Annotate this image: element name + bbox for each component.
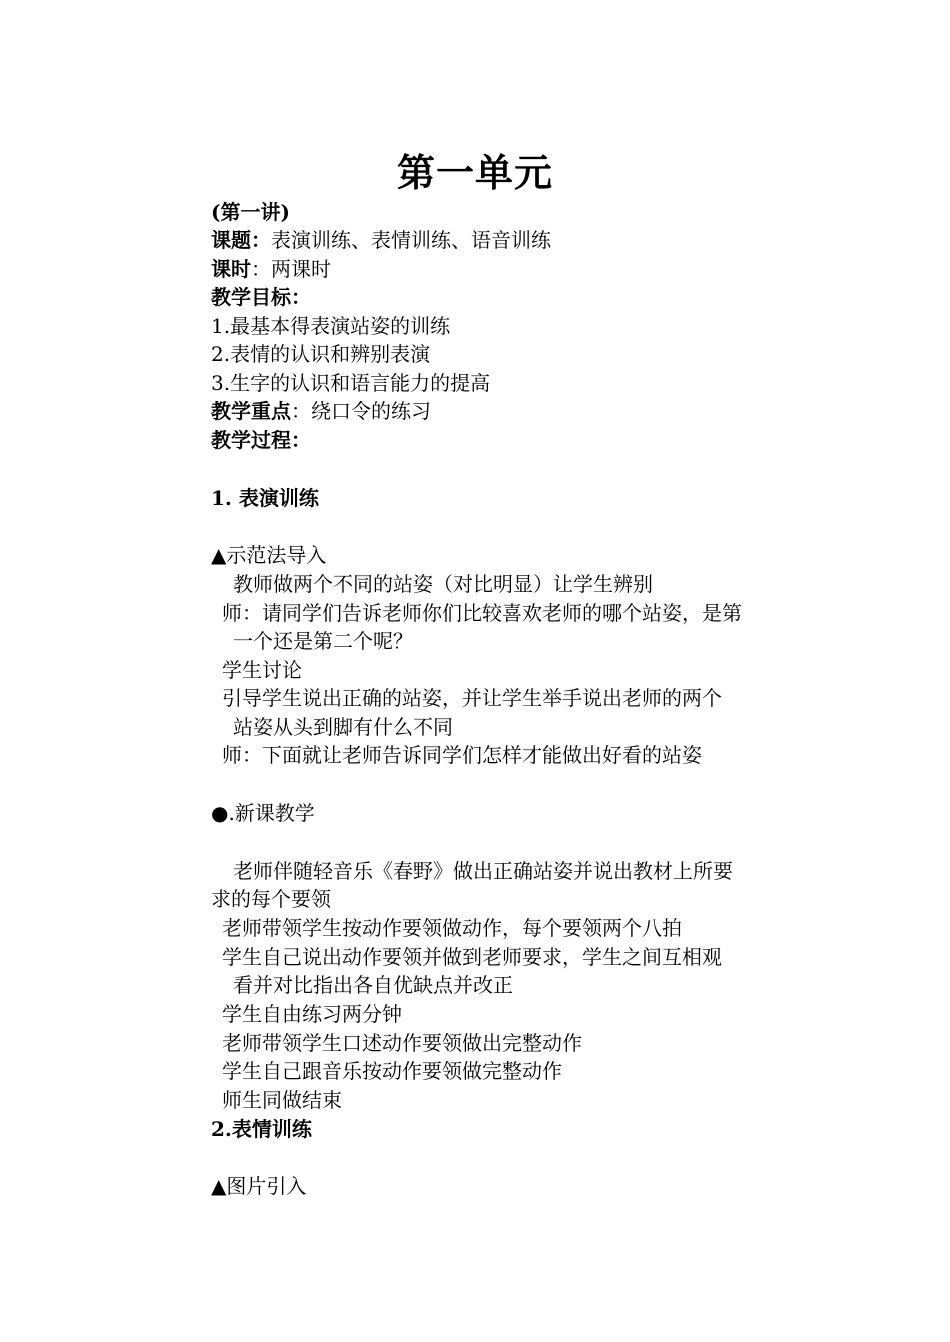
- section1-new-line: 看并对比指出各自优缺点并改正: [233, 973, 513, 997]
- hours-colon: ：: [251, 257, 271, 281]
- topic-line: [211, 226, 551, 254]
- section1-intro-line: 教师做两个不同的站姿（对比明显）让学生辨别: [233, 572, 653, 596]
- section1-new-line: 老师伴随轻音乐《春野》做出正确站姿并说出教材上所要: [233, 859, 733, 883]
- key-point-label: 教学重点: [211, 399, 291, 423]
- section1-new-line: 学生自己说出动作要领并做到老师要求，学生之间互相观: [222, 945, 722, 969]
- topic-label: 课题: [211, 228, 251, 252]
- goal-item: 3.生字的认识和语言能力的提高: [211, 371, 491, 395]
- section1-intro-heading: ▲示范法导入: [211, 543, 327, 567]
- goal-item: 2.表情的认识和辨别表演: [211, 342, 431, 366]
- key-point-value: 绕口令的练习: [311, 399, 431, 423]
- section1-heading: 1. 表演训练: [211, 486, 319, 510]
- hours-line: [211, 255, 331, 283]
- section1-new-line: 学生自己跟音乐按动作要领做完整动作: [222, 1059, 562, 1083]
- section1-intro-line: 师：请同学们告诉老师你们比较喜欢老师的哪个站姿，是第: [222, 601, 742, 625]
- key-point-colon: ：: [291, 399, 311, 423]
- section2-intro-heading: ▲图片引入: [211, 1174, 307, 1198]
- page-title: 第一单元: [396, 150, 553, 195]
- section2-heading: 2.表情训练: [211, 1117, 312, 1141]
- hours-label: 课时: [211, 257, 251, 281]
- section1-new-line: 学生自由练习两分钟: [222, 1002, 402, 1026]
- goal-item: 1.最基本得表演站姿的训练: [211, 314, 451, 338]
- section1-new-line: 老师带领学生口述动作要领做出完整动作: [222, 1031, 582, 1055]
- key-point-line: [211, 397, 431, 425]
- process-label: 教学过程：: [211, 428, 311, 452]
- lecture-label: (第一讲): [211, 200, 290, 224]
- section1-new-line: 师生同做结束: [222, 1088, 342, 1112]
- goals-label: 教学目标：: [211, 285, 311, 309]
- topic-value: 表演训练、表情训练、语音训练: [271, 228, 551, 252]
- section1-intro-line: 师：下面就让老师告诉同学们怎样才能做出好看的站姿: [222, 743, 702, 767]
- section1-intro-line: 一个还是第二个呢？: [233, 629, 413, 653]
- hours-value: 两课时: [271, 257, 331, 281]
- section1-intro-line: 站姿从头到脚有什么不同: [233, 715, 453, 739]
- topic-colon: ：: [251, 228, 271, 252]
- section1-intro-line: 引导学生说出正确的站姿，并让学生举手说出老师的两个: [222, 686, 722, 710]
- section1-intro-line: 学生讨论: [222, 658, 302, 682]
- section1-new-line: 老师带领学生按动作要领做动作，每个要领两个八拍: [222, 916, 682, 940]
- section1-new-heading: ●.新课教学: [211, 801, 315, 825]
- section1-new-line: 求的每个要领: [211, 887, 331, 911]
